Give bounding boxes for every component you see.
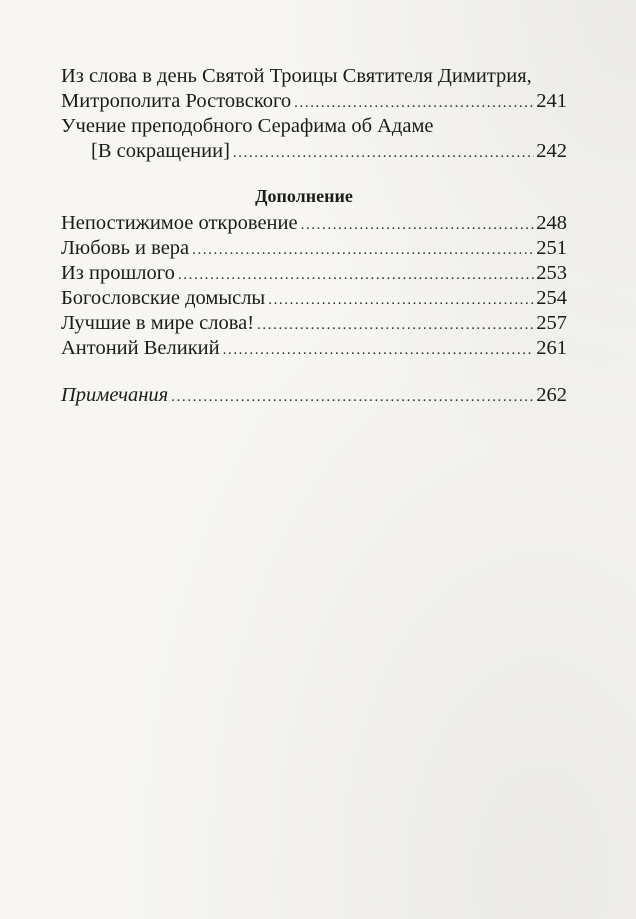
page-number: 242 bbox=[536, 140, 567, 162]
table-of-contents bbox=[61, 64, 567, 408]
toc-entry-title: Митрополита Ростовского bbox=[61, 90, 292, 112]
page-number: 257 bbox=[536, 312, 567, 334]
toc-entry-title: Из прошлого bbox=[61, 262, 175, 284]
toc-entry-title-line1: Учение преподобного Серафима об Адаме bbox=[61, 115, 434, 137]
toc-entry-title-line1: Из слова в день Святой Троицы Святителя Димитрия, bbox=[61, 65, 532, 87]
page-number: 251 bbox=[536, 237, 567, 259]
toc-entry-title: Антоний Великий bbox=[61, 337, 220, 359]
dot-leader bbox=[257, 313, 534, 338]
toc-entry-title-line2 bbox=[61, 89, 567, 114]
toc-entry-dimitry-sermon bbox=[61, 64, 567, 114]
toc-entry-title: Богословские домыслы bbox=[61, 287, 266, 309]
dot-leader bbox=[192, 238, 534, 263]
toc-entry bbox=[61, 211, 567, 236]
page-number: 261 bbox=[536, 337, 567, 359]
toc-entry bbox=[61, 311, 567, 336]
toc-entry bbox=[61, 261, 567, 286]
toc-entry bbox=[61, 286, 567, 311]
toc-entry-title: [В сокращении] bbox=[91, 140, 230, 162]
toc-entry-notes bbox=[61, 383, 567, 408]
page-number: 253 bbox=[536, 262, 567, 284]
dot-leader bbox=[294, 91, 534, 116]
toc-entry-title: Любовь и вера bbox=[61, 237, 190, 259]
page-number: 254 bbox=[536, 287, 567, 309]
toc-entry bbox=[61, 336, 567, 361]
page-number: 262 bbox=[536, 384, 567, 406]
toc-entry-title-line2 bbox=[61, 139, 567, 164]
toc-entry-title: Примечания bbox=[61, 384, 169, 406]
toc-entry-title: Непостижимое откровение bbox=[61, 212, 298, 234]
toc-entry-seraphim-teaching bbox=[61, 114, 567, 164]
dot-leader bbox=[301, 213, 535, 238]
page-number: 241 bbox=[536, 90, 567, 112]
dot-leader bbox=[178, 263, 534, 288]
page-number: 248 bbox=[536, 212, 567, 234]
toc-entry bbox=[61, 236, 567, 261]
dot-leader bbox=[171, 385, 534, 410]
dot-leader bbox=[268, 288, 534, 313]
spacer bbox=[61, 361, 567, 383]
dot-leader bbox=[233, 141, 534, 166]
section-heading: Дополнение bbox=[255, 186, 353, 206]
dot-leader bbox=[223, 338, 535, 363]
toc-entry-title: Лучшие в мире слова! bbox=[61, 312, 255, 334]
